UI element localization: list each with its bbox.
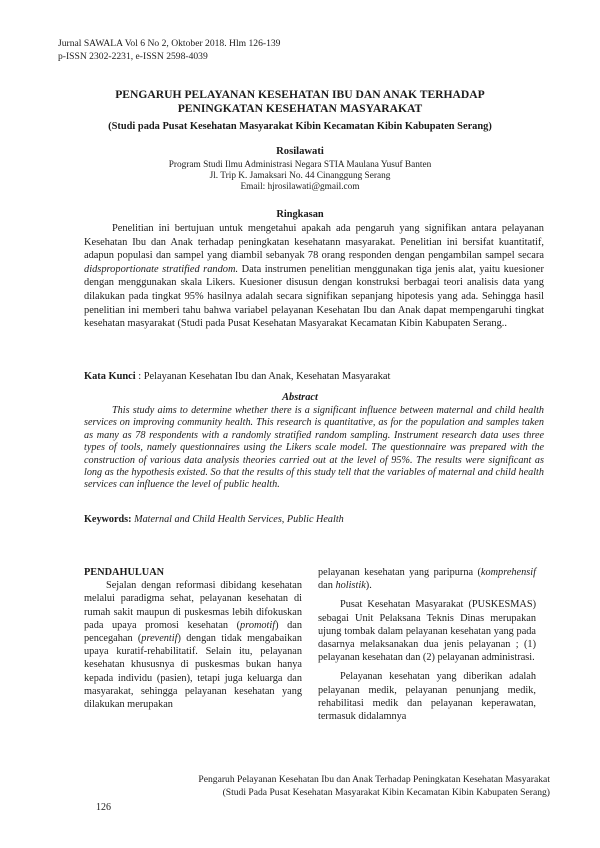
body-text: Sejalan dengan reformasi dibidang kesehatan melalui paradigma sehat, pelayanan kesehatan di rumah sakit maupun di puskesmas lebih difokuskan pada upaya promosi kesehatan ( — [84, 580, 302, 631]
body-term-komprehensif: komprehensif — [480, 567, 536, 578]
body-text: pelayanan kesehatan yang paripurna ( — [318, 567, 481, 578]
ringkasan-text-2: Data instrumen penelitian menggunakan tiga jenis alat, yaitu kuesioner dengan menggunakan skala Likers. Kuesioner disusun dengan konstruksi berbagai teori analisis data yang dilakukan pada tingkat 95% hasilnya adalah secara signifikan sepanjang hipotesis yang ada. Sehingga hasil penelitian ini memberi tahu bahwa variabel pelayanan Kesehatan Ibu dan Anak dapat mempengaruhi tingkat kesehatan masyarakat (Studi pada Pusat Kesehatan Masyarakat Kecamatan Kibin Kabupaten Serang.. — [84, 263, 544, 330]
footer-title: Pengaruh Pelayanan Kesehatan Ibu dan Anak Terhadap Peningkatan Kesehatan Masyarakat — [198, 774, 550, 785]
journal-header — [58, 38, 280, 63]
paper-title — [50, 88, 550, 116]
abstract-heading: Abstract — [282, 392, 318, 403]
body-paragraph-continued — [318, 566, 536, 592]
kata-kunci-text: : Pelayanan Kesehatan Ibu dan Anak, Kesehatan Masyarakat — [135, 371, 391, 382]
ringkasan-paragraph — [84, 222, 544, 331]
author-email: Email: hjrosilawati@gmail.com — [240, 182, 360, 192]
running-footer — [60, 774, 550, 799]
body-text: ) dengan tidak mengabaikan upaya kuratif-rehabilitatif. Selain itu, pelayanan kesehatan khususnya di puskesmas bukan hanya kepada individu (pasien), tetapi juga keluarga dan masyarakat, sehingga pelayanan kesehatan yang dilakukan merupakan — [84, 633, 302, 711]
page-number: 126 — [96, 802, 111, 813]
body-paragraph — [84, 579, 302, 711]
kata-kunci-label: Kata Kunci — [84, 371, 136, 382]
body-paragraph: Pelayanan kesehatan yang diberikan adalah pelayanan medik, pelayanan penunjang medik, rehabilitasi medik dan pelayanan keperawatan, termasuk didalamnya — [318, 671, 536, 723]
body-term-preventif: preventif — [141, 633, 178, 645]
ringkasan-heading: Ringkasan — [276, 209, 324, 220]
body-paragraph: Pusat Kesehatan Masyarakat (PUSKESMAS) sebagai Unit Pelaksana Teknis Dinas merupakan ujung tombak dalam pelayanan kesehatan yang pada dasarnya melaksanakan dua jenis pelayanan ; (1) pelayanan kesehatan dan (2) pelayanan administrasi. — [318, 599, 536, 664]
title-line-2: PENINGKATAN KESEHATAN MASYARAKAT — [177, 102, 423, 115]
title-line-1: PENGARUH PELAYANAN KESEHATAN IBU DAN ANAK TERHADAP — [115, 88, 485, 101]
body-column-right — [318, 566, 536, 723]
keywords — [84, 514, 544, 525]
keywords-label: Keywords: — [84, 514, 132, 525]
paper-subtitle: (Studi pada Pusat Kesehatan Masyarakat Kibin Kecamatan Kibin Kabupaten Serang) — [108, 121, 492, 132]
footer-subtitle: (Studi Pada Pusat Kesehatan Masyarakat Kibin Kecamatan Kibin Kabupaten Serang) — [222, 786, 550, 798]
ringkasan-text-1: Penelitian ini bertujuan untuk mengetahui apakah ada pengaruh yang signifikan antara pelayanan Kesehatan Ibu dan Anak terhadap peningkatan kesehatann masyarakat. Penelitian ini bersifat kuantitatif, adapun populasi dan sampel yang diambil sebanyak 78 orang responden dengan pengambilan sampel secara — [84, 223, 544, 262]
body-term-promotif: promotif — [240, 619, 276, 631]
abstract-paragraph: This study aims to determine whether there is a significant influence between maternal and child health services on improving community health. This research is quantitative, as for the population and samples taken as many as 78 respondents with a randomly stratified random sampling. Instrument research data uses three types of tools, namely questionnaires using the Likers scale model. The questionnaire was prepared with the construction of various data analysis theories carried out at the level of 95%. The results were significant as long as the hypothesis existed. So that the results of this study tell that the variables of maternal and child health services can influence the level of public health. — [84, 405, 544, 491]
section-heading-pendahuluan: PENDAHULUAN — [84, 567, 165, 578]
ringkasan-body — [84, 222, 544, 331]
journal-issn: p-ISSN 2302-2231, e-ISSN 2598-4039 — [58, 50, 208, 62]
body-column-left — [84, 566, 302, 711]
author-affiliation: Program Studi Ilmu Administrasi Negara STIA Maulana Yusuf Banten — [168, 160, 432, 170]
abstract-body — [84, 405, 544, 492]
body-text: dan — [318, 580, 336, 592]
author-name: Rosilawati — [276, 146, 324, 157]
body-text: ). — [365, 580, 372, 592]
kata-kunci — [84, 371, 544, 382]
body-text: ) dan pencegahan ( — [84, 619, 302, 645]
journal-volume: Jurnal SAWALA Vol 6 No 2, Oktober 2018. Hlm 126-139 — [58, 38, 281, 49]
body-term-holistik: holistik — [335, 580, 366, 592]
author-address: Jl. Trip K. Jamaksari No. 44 Cinanggung Serang — [209, 171, 391, 181]
keywords-text: Maternal and Child Health Services, Public Health — [131, 514, 344, 525]
author-affiliation-block — [50, 160, 550, 193]
ringkasan-sampling-term: didsproportionate stratified random. — [84, 263, 239, 275]
